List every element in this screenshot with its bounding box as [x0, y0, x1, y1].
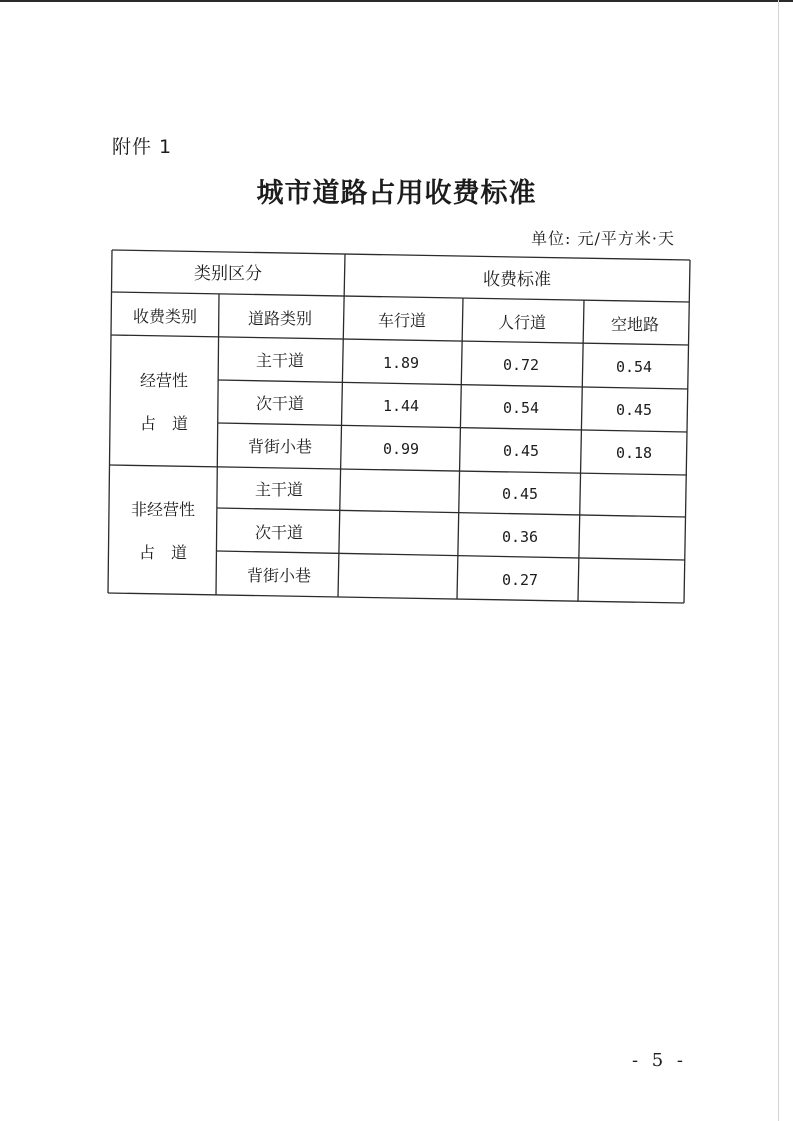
col-line-lane2 [578, 300, 584, 601]
page-number: - 5 - [631, 1050, 687, 1071]
row-c1-vehicle: 1.89 [382, 354, 420, 372]
row-n1-road: 主干道 [254, 480, 304, 499]
col-road-type: 道路类别 [247, 309, 313, 328]
row-c3-vehicle: 0.99 [382, 440, 420, 458]
group-noncommercial-line2: 占 道 [138, 543, 188, 562]
col-lane-open-ground: 空地路 [610, 315, 660, 334]
row-line-group [110, 465, 687, 475]
table-border-top [112, 250, 690, 260]
row-line-c2 [218, 423, 687, 432]
row-line-c1 [218, 380, 688, 389]
row-n1-sidewalk: 0.45 [501, 485, 539, 503]
header-fee: 收费标准 [483, 270, 551, 290]
header-category: 类别区分 [194, 264, 262, 284]
col-lane-vehicle: 车行道 [377, 311, 427, 330]
table-border-left [108, 250, 112, 593]
group-commercial-line1: 经营性 [139, 371, 189, 390]
row-line-subheader [111, 335, 689, 345]
row-c2-road: 次干道 [255, 394, 305, 413]
group-commercial-line2: 占 道 [139, 414, 189, 433]
document-title: 城市道路占用收费标准 [256, 178, 537, 209]
row-n2-road: 次干道 [254, 523, 304, 542]
row-c3-open-ground: 0.18 [615, 444, 653, 462]
row-line-n1 [217, 508, 686, 517]
group-noncommercial-line1: 非经营性 [130, 500, 196, 519]
attachment-label: 附件 1 [112, 136, 173, 158]
row-c1-open-ground: 0.54 [615, 358, 653, 376]
unit-note: 单位: 元/平方米·天 [531, 229, 675, 248]
row-c3-sidewalk: 0.45 [502, 442, 540, 460]
row-c1-sidewalk: 0.72 [502, 356, 540, 374]
row-c2-vehicle: 1.44 [382, 397, 420, 415]
col-line-lane1 [457, 298, 463, 599]
row-n3-road: 背街小巷 [246, 566, 312, 585]
row-c1-road: 主干道 [255, 351, 305, 370]
row-line-header [112, 292, 689, 302]
col-fee-type: 收费类别 [132, 307, 198, 326]
row-line-n2 [217, 551, 685, 560]
row-n2-sidewalk: 0.36 [501, 528, 539, 546]
col-lane-sidewalk: 人行道 [497, 313, 547, 332]
table-border-bottom [108, 593, 684, 603]
row-c3-road: 背街小巷 [247, 437, 313, 456]
row-c2-open-ground: 0.45 [615, 401, 653, 419]
col-line-road [216, 294, 219, 595]
row-c2-sidewalk: 0.54 [502, 399, 540, 417]
row-n3-sidewalk: 0.27 [501, 571, 539, 589]
